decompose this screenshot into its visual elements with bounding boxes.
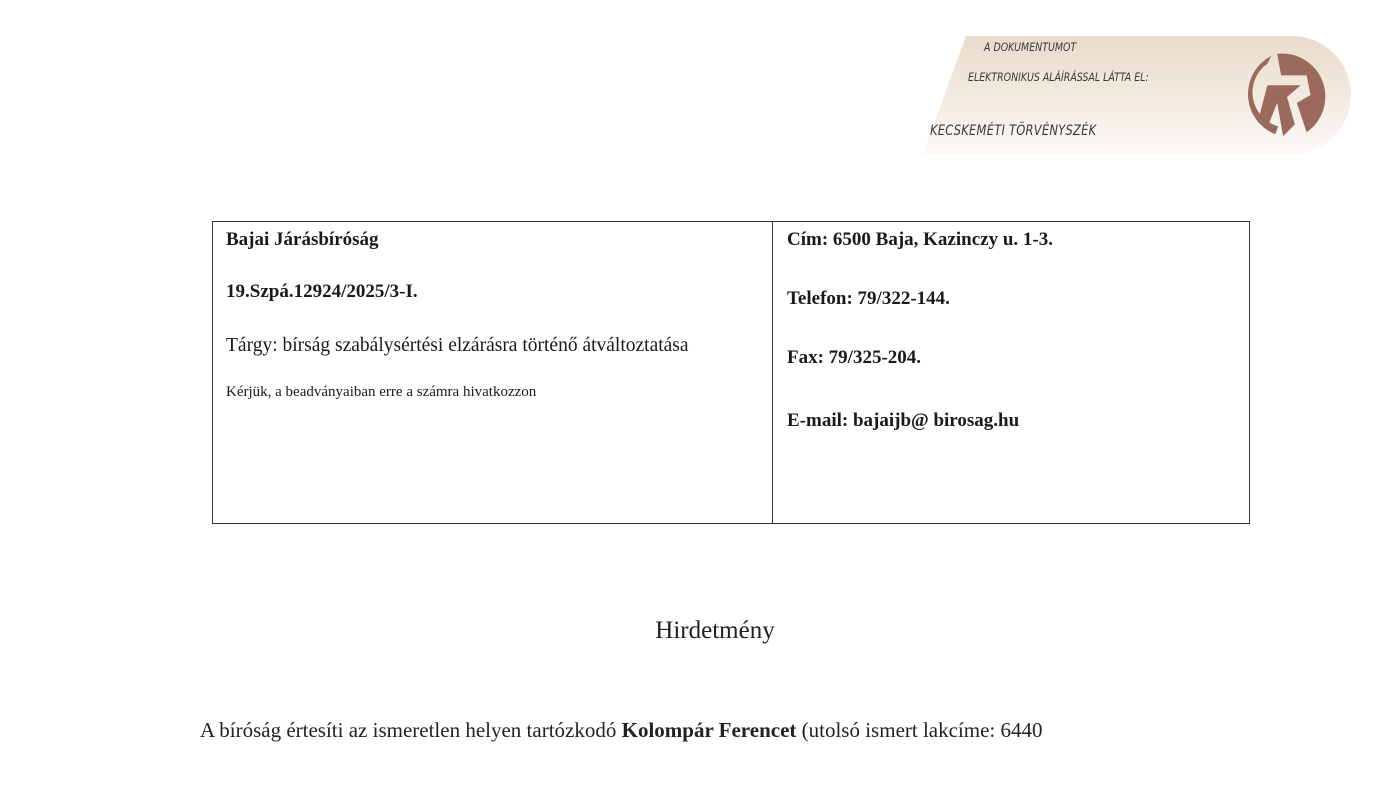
body-suffix: (utolsó ismert lakcíme: 6440: [796, 718, 1043, 742]
court-name: Bajai Járásbíróság: [226, 229, 379, 250]
stamp-organization: KECSKEMÉTI TÖRVÉNYSZÉK: [930, 123, 1097, 139]
court-fax: Fax: 79/325-204.: [787, 347, 922, 368]
notice-body-paragraph: [200, 718, 1043, 743]
court-address: Cím: 6500 Baja, Kazinczy u. 1-3.: [787, 229, 1053, 250]
addressee-name: Kolompár Ferencet: [621, 718, 797, 742]
contact-info-cell: [773, 222, 1249, 523]
document-title: Hirdetmény: [655, 617, 775, 644]
electronic-signature-stamp: [920, 36, 1352, 154]
stamp-line2: ELEKTRONIKUS ALÁÍRÁSSAL LÁTTA EL:: [968, 70, 1149, 84]
court-emblem-icon: [1238, 46, 1336, 144]
body-prefix: A bíróság értesíti az ismeretlen helyen tartózkodó: [200, 718, 622, 742]
reference-note: Kérjük, a beadványaiban erre a számra hivatkozzon: [226, 384, 537, 400]
court-info-cell: [213, 222, 773, 523]
case-number: 19.Szpá.12924/2025/3-I.: [226, 281, 418, 302]
court-header-table: [212, 221, 1250, 524]
case-subject: Tárgy: bírság szabálysértési elzárásra történő átváltoztatása: [226, 335, 689, 356]
stamp-line1: A DOKUMENTUMOT: [984, 40, 1077, 54]
court-email[interactable]: E-mail: bajaijb@ birosag.hu: [787, 410, 1020, 431]
court-phone: Telefon: 79/322-144.: [787, 288, 950, 309]
